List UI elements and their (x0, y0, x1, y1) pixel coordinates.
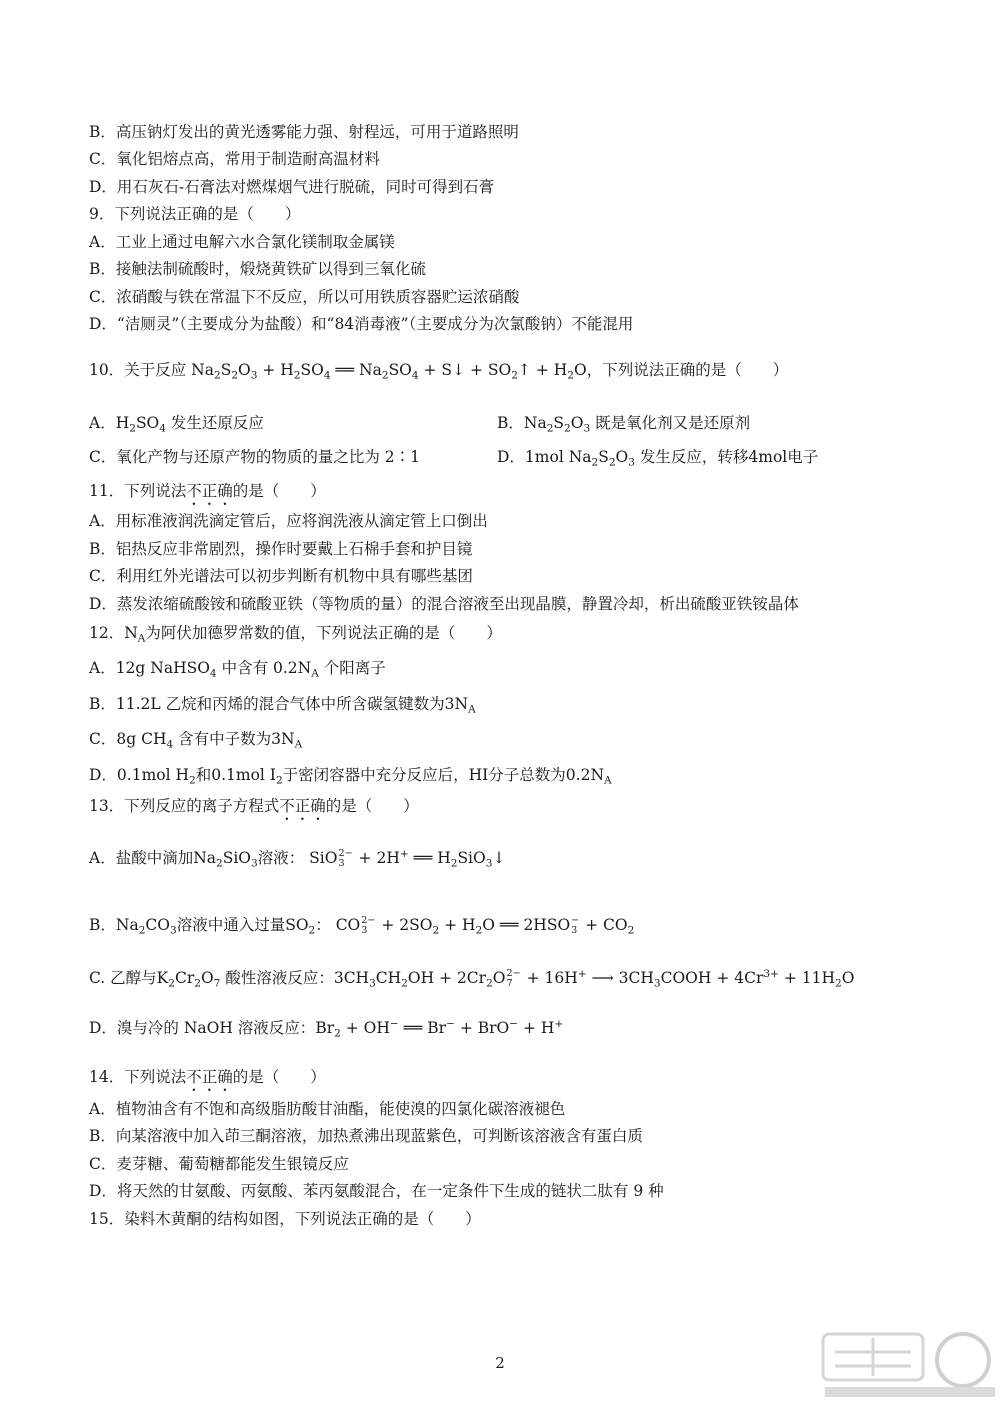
q12-stem-text: 为阿伏加德罗常数的值，下列说法正确的是（ ） (145, 624, 502, 642)
q10-a-text: 发生还原反应 (170, 414, 264, 432)
q15-stem: 15．染料木黄酮的结构如图，下列说法正确的是（ ） (89, 1210, 481, 1228)
q11-stem-end: 的是（ ） (232, 482, 326, 500)
q13-b-equation: CO 2− 3 + $2SO_2 + H_2O$ ══ 2HSO − 3 + $CO_2$ (335, 915, 635, 937)
q8-option-b: B．高压钠灯发出的黄光透雾能力强、射程远，可用于道路照明 (89, 123, 519, 141)
q11-stem-text: 11．下列说法 (89, 482, 187, 500)
q12-num: 12． (89, 624, 125, 642)
q13-option-d (89, 1015, 563, 1041)
q12-stem: 12．$N_A$为阿伏加德罗常数的值，下列说法正确的是（ ） (89, 624, 502, 645)
q12-d-label: D．0.1mol (89, 766, 171, 784)
q10-d-label: D．1mol (497, 448, 564, 466)
q13-a-label: A．盐酸中滴加 (89, 849, 194, 867)
q13-b-label: B． (89, 916, 116, 934)
q13-a-mid: 溶液： (257, 849, 305, 867)
q10-stem-tail: ，下列说法正确的是（ ） (586, 361, 789, 379)
q13-stem (89, 795, 419, 824)
q13-b-mid2: ： (315, 916, 331, 934)
q13-stem-text: 13．下列反应的离子方程式 (89, 797, 280, 815)
q10-b-label: B． (497, 414, 524, 432)
q12-option-d: D．0.1mol $H_2$和0.1mol $I_2$于密闭容器中充分反应后，HI分子总数为$0.2N_A$ (89, 766, 612, 787)
q12-option-a: A．12g NaHSO$_4$ 中含有 $0.2N_A$ 个阳离子 (89, 659, 386, 680)
q13-emphasis: 不正确 (279, 797, 326, 815)
q14-stem-text: 14．下列说法 (89, 1068, 187, 1086)
q14-option-b: B．向某溶液中加入茚三酮溶液，加热煮沸出现蓝紫色，可判断该溶液含有蛋白质 (89, 1127, 643, 1145)
q12-c-text: 含有中子数为 (178, 730, 272, 748)
q9-option-a: A．工业上通过电解六水合氯化镁制取金属镁 (89, 233, 395, 251)
q10-option-b: B．$Na_2S_2O_3$ 既是氧化剂又是还原剂 (497, 414, 751, 435)
q13-option-b: B．$Na_2CO_3$溶液中通入过量$SO_2$： CO 2− 3 + $2SO_2 + H_2O$ ══ 2HSO − 3 + $CO_2$ (89, 915, 635, 937)
q13-stem-end: 的是（ ） (325, 797, 419, 815)
q11-stem (89, 480, 326, 509)
q11-option-d: D．蒸发浓缩硫酸铵和硫酸亚铁（等物质的量）的混合溶液至出现晶膜，静置冷却，析出硫酸亚铁铵晶体 (89, 595, 799, 613)
q14-stem (89, 1066, 326, 1095)
q9-option-c: C．浓硝酸与铁在常温下不反应，所以可用铁质容器贮运浓硝酸 (89, 288, 520, 306)
q9-option-b: B．接触法制硫酸时，煅烧黄铁矿以得到三氧化硫 (89, 260, 426, 278)
q8-option-c: C．氧化铝熔点高，常用于制造耐高温材料 (89, 150, 380, 168)
q13-c-label: C. 乙醇与 (89, 969, 157, 987)
q12-a-label: A．12g (89, 659, 146, 677)
q10-option-d: D．1mol $Na_2S_2O_3$ 发生反应，转移4mol电子 (497, 448, 819, 469)
q13-option-c: C. 乙醇与$K_2Cr_2O_7$ 酸性溶液反应：$3CH_3CH_2OH + 2Cr_2O$ 2− 7 + 16H+ ⟶ $3CH_3COOH + 4Cr^{3+} + 11H_2O$ (89, 968, 855, 990)
q10-d-text: 发生反应，转移4mol电子 (639, 448, 819, 466)
q12-b-text: B．11.2L 乙烷和丙烯的混合气体中所含碳氢键数为 (89, 695, 445, 713)
q13-c-mid: 酸性溶液反应： (225, 969, 334, 987)
q8-option-d: D．用石灰石-石膏法对燃煤烟气进行脱硫，同时可得到石膏 (89, 178, 495, 196)
q14-option-d: D．将天然的甘氨酸、丙氨酸、苯丙氨酸混合，在一定条件下生成的链状二肽有 9 种 (89, 1182, 664, 1200)
q11-option-b: B．铝热反应非常剧烈，操作时要戴上石棉手套和护目镜 (89, 540, 473, 558)
q12-option-c: C．8g $CH_4$ 含有中子数为$3N_A$ (89, 730, 303, 751)
q10-equation: $Na_2S_2O_3 + H_2SO_4$ ══ $Na_2SO_4$ + S↓ + $SO_2↑ + H_2O$ (191, 361, 587, 382)
q9-stem: 9．下列说法正确的是（ ） (89, 205, 301, 223)
q10-option-c: C．氧化产物与还原产物的物质的量之比为 2∶1 (89, 448, 421, 466)
q13-a-equation: SiO 2− 3 + 2H+ ══ $H_2SiO_3↓$ (309, 848, 506, 870)
q13-b-mid1: 溶液中通入过量 (176, 916, 286, 934)
q12-d-mid2: 于密闭容器中充分反应后，HI分子总数为 (282, 766, 566, 784)
q12-a-text: 个阳离子 (323, 659, 386, 677)
q11-option-c: C．利用红外光谱法可以初步判断有机物中具有哪些基团 (89, 567, 473, 585)
q10-option-a: A．$H_2SO_4$ 发生还原反应 (89, 414, 264, 435)
q12-d-mid1: 和0.1mol (195, 766, 265, 784)
q11-option-a: A．用标准液润洗滴定管后，应将润洗液从滴定管上口倒出 (89, 512, 488, 530)
q13-d-equation: $Br_2 + OH^-$ ══ Br− + BrO− + H+ (315, 1018, 564, 1040)
q14-stem-end: 的是（ ） (232, 1068, 326, 1086)
q14-emphasis: 不正确 (186, 1068, 233, 1086)
q10-stem (89, 357, 788, 383)
q11-emphasis: 不正确 (186, 482, 233, 500)
q9-option-d: D．“洁厕灵”（主要成分为盐酸）和“84消毒液”（主要成分为次氯酸钠）不能混用 (89, 315, 634, 333)
q12-option-b: B．11.2L 乙烷和丙烯的混合气体中所含碳氢键数为$3N_A$ (89, 695, 476, 716)
q12-a-mid: 中含有 (221, 659, 269, 677)
q10-b-text: 既是氧化剂又是还原剂 (595, 414, 751, 432)
q13-c-equation: $3CH_3CH_2OH + 2Cr_2O$ 2− 7 + 16H+ ⟶ $3CH_3COOH + 4Cr^{3+} + 11H_2O$ (333, 968, 855, 990)
q14-option-a: A．植物油含有不饱和高级脂肪酸甘油酯，能使溴的四氯化碳溶液褪色 (89, 1100, 566, 1118)
page-number: 2 (495, 1354, 505, 1372)
q12-c-label: C．8g (89, 730, 137, 748)
q13-option-a: A．盐酸中滴加$Na_2SiO_3$溶液： SiO 2− 3 + 2H+ ══ $H_2SiO_3↓$ (89, 848, 506, 870)
q10-a-label: A． (89, 414, 116, 432)
q13-d-label: D．溴与冷的 NaOH 溶液反应： (89, 1019, 316, 1037)
q10-stem-text: 10．关于反应 (89, 361, 187, 379)
q14-option-c: C．麦芽糖、葡萄糖都能发生银镜反应 (89, 1155, 349, 1173)
watermark-logo (815, 1322, 1000, 1414)
